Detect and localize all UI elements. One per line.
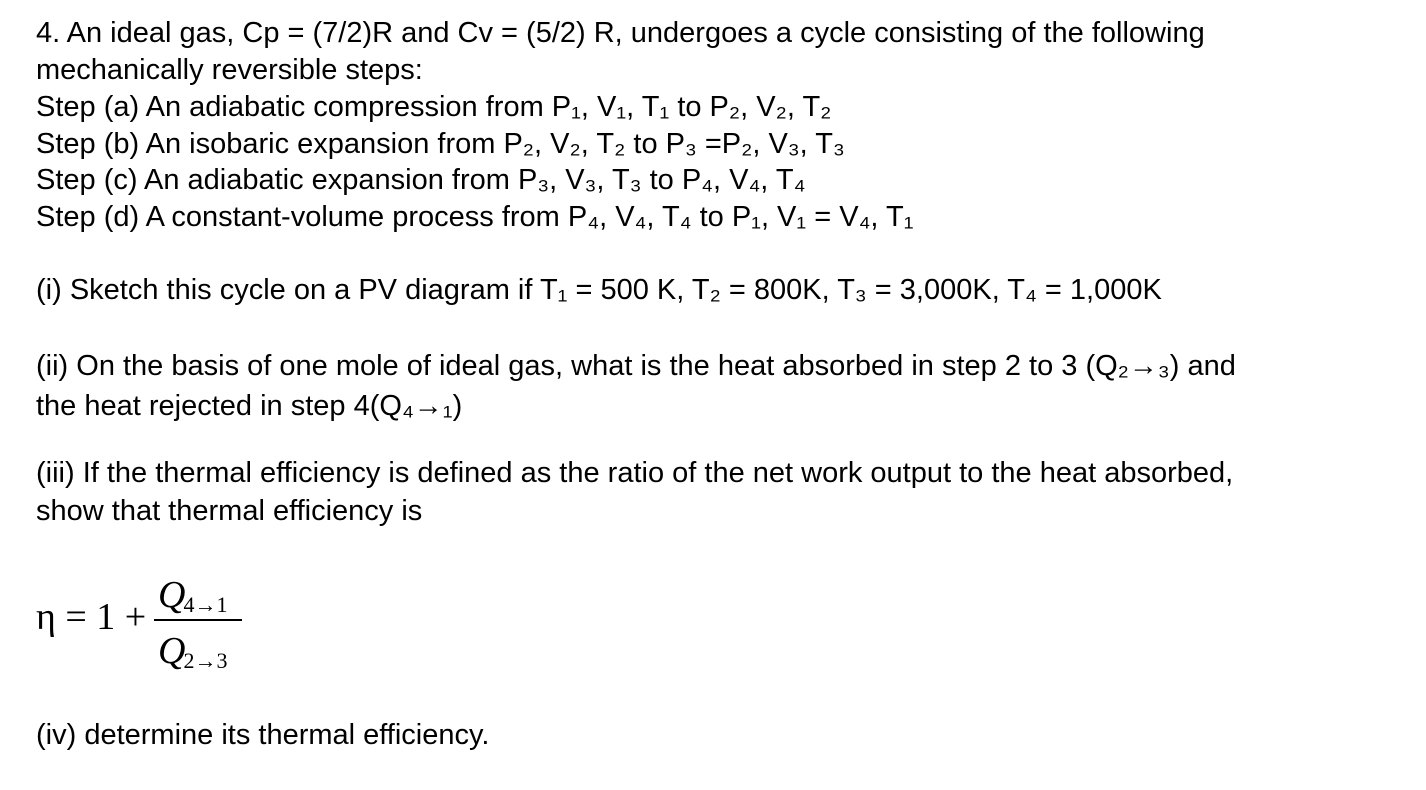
formula-numerator xyxy=(158,573,227,618)
part-iii-line-2: show that thermal efficiency is xyxy=(36,495,423,527)
part-i: (i) Sketch this cycle on a PV diagram if T₁ = 500 K, T₂ = 800K, T₃ = 3,000K, T₄ = 1,000K xyxy=(36,274,1162,306)
problem-intro-line-2: mechanically reversible steps: xyxy=(36,54,423,86)
step-b: Step (b) An isobaric expansion from P₂, V₂, T₂ to P₃ =P₂, V₃, T₃ xyxy=(36,128,845,160)
formula-denominator xyxy=(158,629,227,674)
efficiency-formula xyxy=(36,573,436,683)
denominator-subscript: 2→3 xyxy=(183,648,228,673)
numerator-subscript: 4→1 xyxy=(183,592,228,617)
fraction-bar xyxy=(154,619,242,621)
step-d: Step (d) A constant-volume process from P₄, V₄, T₄ to P₁, V₁ = V₄, T₁ xyxy=(36,201,914,233)
formula-lhs: η = 1 + xyxy=(36,596,147,638)
step-c: Step (c) An adiabatic expansion from P₃, V₃, T₃ to P₄, V₄, T₄ xyxy=(36,164,806,196)
part-iv: (iv) determine its thermal efficiency. xyxy=(36,719,490,751)
part-ii-line-2: the heat rejected in step 4(Q₄→₁) xyxy=(36,390,463,422)
numerator-symbol: Q xyxy=(158,574,186,616)
part-iii-line-1: (iii) If the thermal efficiency is defined as the ratio of the net work output to the heat absorbed, xyxy=(36,457,1234,489)
step-a: Step (a) An adiabatic compression from P₁, V₁, T₁ to P₂, V₂, T₂ xyxy=(36,91,832,123)
part-ii-line-1: (ii) On the basis of one mole of ideal gas, what is the heat absorbed in step 2 to 3 (Q₂→₃) and xyxy=(36,350,1236,382)
problem-intro-line-1: 4. An ideal gas, Cp = (7/2)R and Cv = (5/2) R, undergoes a cycle consisting of the following xyxy=(36,17,1205,49)
denominator-symbol: Q xyxy=(158,630,186,672)
